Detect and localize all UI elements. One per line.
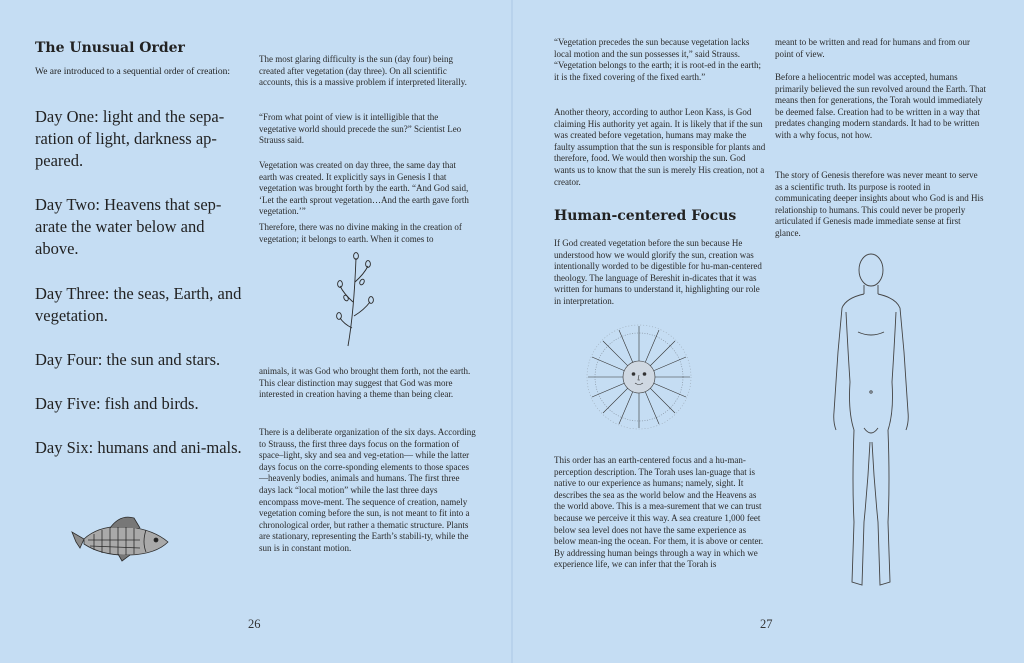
- right-col2-para1: meant to be written and read for humans and from our point of view.: [775, 37, 970, 59]
- left-col2-para1: The most glaring difficulty is the sun (day four) being created after vegetation (day three). On all scientific accounts, this is a massive problem if interpreted literally.: [259, 54, 467, 88]
- plant-sprig-illustration: [336, 252, 376, 348]
- page-number-left: 26: [248, 617, 261, 631]
- fish-illustration: [70, 512, 172, 562]
- section-heading-human-centered: Human-centered Focus: [554, 208, 737, 224]
- day-two: Day Two: Heavens that sep-arate the water below and above.: [35, 195, 222, 258]
- right-col1-para1: “Vegetation precedes the sun because vegetation lacks local motion and the sun possesses it,” said Strauss. “Vegetation belongs to the earth; it is root-ed in the earth; it is the fixed covering of the fixed earth.”: [554, 37, 761, 82]
- right-col1-para4: This order has an earth-centered focus and a hu-man-perception description. The Torah uses lan-guage that is native to our experience as humans; namely, sight. It describes the sea as the world below and the Heavens as the world above. This is a mea-surement that we can trust because we perceive it this way. A sea creature 1,000 feet below sea level does not have the same experience as below mean-ing the ocean. For them, it is above or center. By addressing human beings through a way in which we experience life, we can infer that the Torah is: [554, 455, 764, 570]
- sun-illustration: [584, 322, 694, 432]
- page-number-right: 27: [760, 617, 773, 631]
- right-col1-para3: If God created vegetation before the sun because He understood how we would glorify the sun, creation was intentionally worded to be digestible for hu-man-centered theology. The language of Bereshit in-dicates that it was written for humans to understand it, highlighting our role in interpretation.: [554, 238, 762, 306]
- day-three: Day Three: the seas, Earth, and vegetation.: [35, 284, 242, 325]
- right-col2-para2: Before a heliocentric model was accepted, humans primarily believed the sun revolved around the Earth. That means then for generations, the Torah would immediately be deemed false. Creation had to be written in a way that predates changing modern standards. It had to be written with a why focus, not how.: [775, 72, 987, 140]
- left-col2-para2: “From what point of view is it intelligible that the vegetative world should precede the sun?” Scientist Leo Strauss said.: [259, 112, 462, 146]
- day-five: Day Five: fish and birds.: [35, 394, 199, 413]
- left-col2-para3: Vegetation was created on day three, the same day that earth was created. It explicitly says in Genesis I that vegetation was brought forth by the earth. “And God said, ‘Let the earth sprout vegetation…And the earth gave forth vegetation.’”: [259, 160, 469, 217]
- left-col2-para6: There is a deliberate organization of the six days. According to Strauss, the first three days focus on the formation of space–light, sky and sea and veg-etation— while the latter days focus on the corre-sponding elements to those spaces—heavenly bodies, animals and humans. The first three days lack “local motion” while the last three days encompass move-ment. The sequence of creation, namely vegetation coming before the sun, is not meant to fit into a chronological order, but rather a thematic structure. Plants are stationary, representing the Earth’s stabili-ty, while the sun is in constant motion.: [259, 427, 476, 553]
- section-heading-unusual-order: The Unusual Order: [35, 40, 185, 56]
- left-col2-para4: Therefore, there was no divine making in the creation of vegetation; it belongs to earth. When it comes to: [259, 222, 462, 244]
- human-figure-illustration: [828, 252, 914, 592]
- right-col2-para3: The story of Genesis therefore was never meant to serve as a scientific truth. Its purpose is rooted in communicating deeper insights about who God is and His relationship to humans. This could never be properly articulated if Genesis made immediate sense at first glance.: [775, 170, 984, 238]
- day-six: Day Six: humans and ani-mals.: [35, 438, 242, 457]
- day-four: Day Four: the sun and stars.: [35, 350, 221, 369]
- page-gutter: [511, 0, 513, 663]
- left-col2-para5: animals, it was God who brought them forth, not the earth. This clear distinction may suggest that God was more interested in creation having a theme than being clear.: [259, 366, 471, 400]
- days-intro: We are introduced to a sequential order of creation:: [35, 67, 230, 77]
- day-one: Day One: light and the sepa-ration of light, darkness ap-peared.: [35, 107, 225, 170]
- right-col1-para2: Another theory, according to author Leon Kass, is God claiming His authority yet again. It is likely that if the sun was created before vegetation, humans may make the faulty assumption that the sun is responsible for plants and therefore, food. We would then worship the sun. God wants us to know that the sun is merely His creation, not a creator.: [554, 107, 766, 187]
